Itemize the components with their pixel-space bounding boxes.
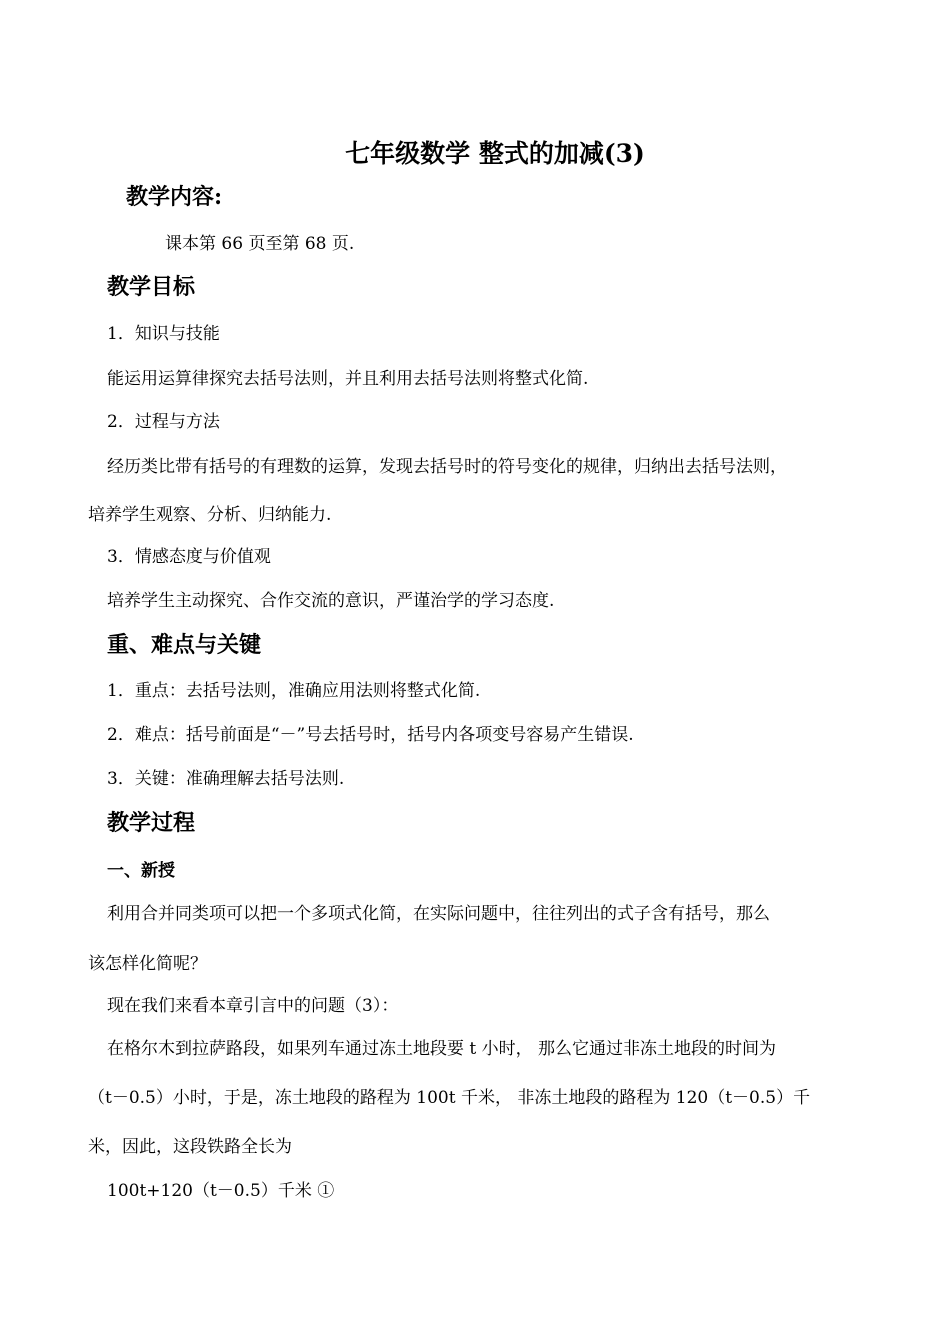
process-para3-line2: （t－0.5）小时，于是，冻土地段的路程为 100t 千米， 非冻土地段的路程为 120（t－0.5）千 [88,1088,811,1108]
objective-item-2: 2．过程与方法 [107,412,220,432]
process-para1-line2: 该怎样化简呢？ [88,954,207,974]
process-subheading-1: 一、新授 [107,861,175,881]
document-title: 七年级数学 整式的加减(3) [345,139,645,168]
objective-item-3: 3．情感态度与价值观 [107,547,271,567]
key-point-item-1: 1．重点：去括号法则，准确应用法则将整式化简. [107,681,481,701]
content-text: 课本第 66 页至第 68 页. [165,234,355,254]
objective-item-1-text: 能运用运算律探究去括号法则，并且利用去括号法则将整式化简. [107,369,589,389]
key-point-item-3: 3．关键：准确理解去括号法则. [107,769,345,789]
key-point-item-2: 2．难点：括号前面是“－”号去括号时，括号内各项变号容易产生错误. [107,725,634,745]
process-para2: 现在我们来看本章引言中的问题（3）： [107,996,399,1016]
key-points-heading: 重、难点与关键 [107,632,262,658]
objective-item-2-text-line2: 培养学生观察、分析、归纳能力. [88,505,332,525]
objective-item-2-text-line1: 经历类比带有括号的有理数的运算，发现去括号时的符号变化的规律，归纳出去括号法则， [107,457,787,477]
process-heading: 教学过程 [107,810,196,836]
process-para1-line1: 利用合并同类项可以把一个多项式化简，在实际问题中，往往列出的式子含有括号，那么 [107,904,770,924]
objective-item-3-text: 培养学生主动探究、合作交流的意识，严谨治学的学习态度. [107,591,555,611]
process-formula: 100t+120（t－0.5）千米 ① [107,1181,335,1201]
process-para3-line1: 在格尔木到拉萨路段，如果列车通过冻土地段要 t 小时， 那么它通过非冻土地段的时间为 [107,1039,777,1059]
content-heading: 教学内容: [126,184,223,210]
objectives-heading: 教学目标 [107,274,196,300]
process-para3-line3: 米，因此，这段铁路全长为 [88,1137,292,1157]
objective-item-1: 1．知识与技能 [107,324,220,344]
